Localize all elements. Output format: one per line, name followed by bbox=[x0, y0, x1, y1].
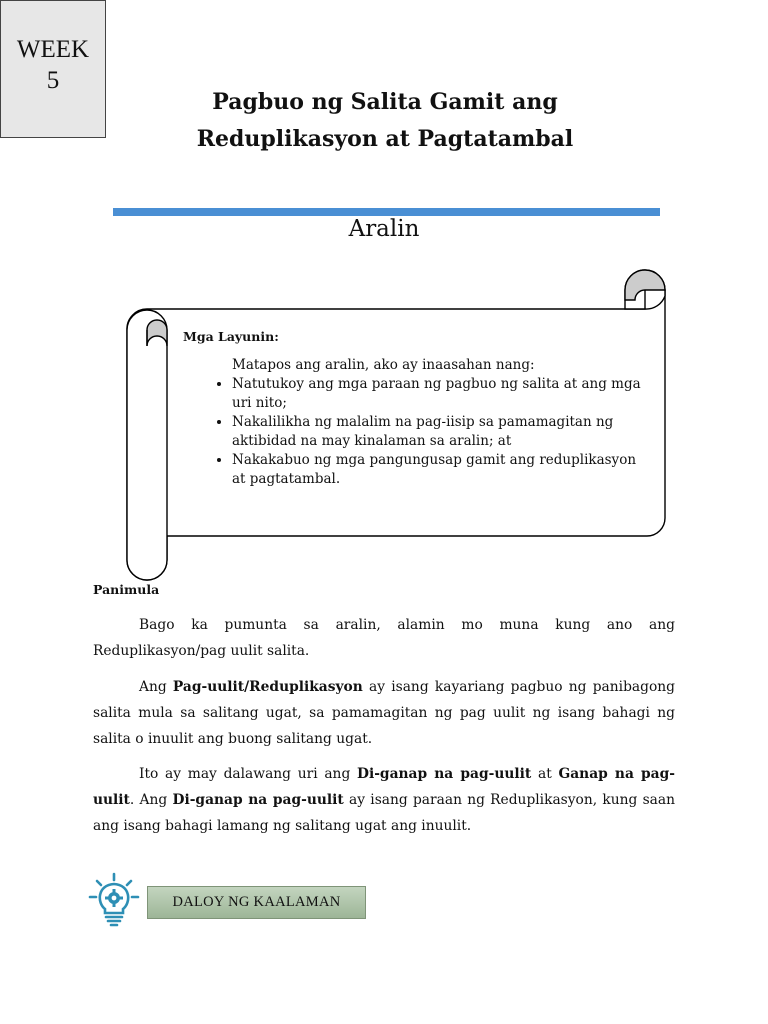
paragraph-intro: Bago ka pumunta sa aralin, alamin mo muna kung ano ang Reduplikasyon/pag uulit salita. bbox=[93, 617, 675, 659]
objective-item: • Natutukoy ang mga paraan ng pagbuo ng salita at ang mga uri nito; bbox=[232, 375, 653, 413]
term-di-ganap: Di-ganap na pag-uulit bbox=[172, 792, 344, 808]
objective-item: • Nakalilikha ng malalim na pag-iisip sa pamamagitan ng aktibidad na may kinalaman sa aralin; at bbox=[232, 413, 653, 451]
objectives-heading: Mga Layunin: bbox=[183, 329, 279, 344]
lightbulb-gear-icon bbox=[88, 872, 140, 928]
term-reduplikasyon: Pag-uulit/Reduplikasyon bbox=[172, 679, 363, 695]
paragraph-types bbox=[93, 761, 675, 839]
week-label: WEEK bbox=[16, 36, 90, 63]
objectives-panel bbox=[183, 327, 653, 489]
section-heading-panimula: Panimula bbox=[93, 582, 160, 597]
section-banner-daloy: DALOY NG KAALAMAN bbox=[147, 886, 366, 919]
paragraph-definition bbox=[93, 674, 675, 752]
text-run: ay isang kayariang pagbuo ng panibagong salita mula sa salitang ugat, sa pamamagitan ng pag uulit ng isang bahagi ng salita o inuulit ang buong salitang ugat. bbox=[93, 679, 675, 747]
lesson-subtitle: Aralin bbox=[348, 216, 420, 242]
objectives-list bbox=[183, 375, 653, 489]
text-run: Ito ay may dalawang uri ang bbox=[139, 766, 357, 782]
term-di-ganap: Di-ganap na pag-uulit bbox=[357, 766, 532, 782]
text-run: ay isang paraan ng Reduplikasyon, kung saan ang isang bahagi lamang ng salitang ugat ang inuulit. bbox=[93, 792, 676, 834]
text-run: . Ang bbox=[129, 792, 173, 808]
title-line-2: Reduplikasyon at Pagtatambal bbox=[196, 126, 574, 152]
term-ganap: Ganap na pag-uulit bbox=[93, 766, 675, 808]
text-run: Ang bbox=[139, 679, 173, 695]
text-run: at bbox=[531, 766, 559, 782]
objective-item: • Nakakabuo ng mga pangungusap gamit ang reduplikasyon at pagtatambal. bbox=[232, 451, 653, 489]
week-number: 5 bbox=[46, 67, 60, 94]
objectives-intro: Matapos ang aralin, ako ay inaasahan nang: bbox=[232, 357, 535, 373]
title-line-1: Pagbuo ng Salita Gamit ang bbox=[212, 89, 558, 115]
